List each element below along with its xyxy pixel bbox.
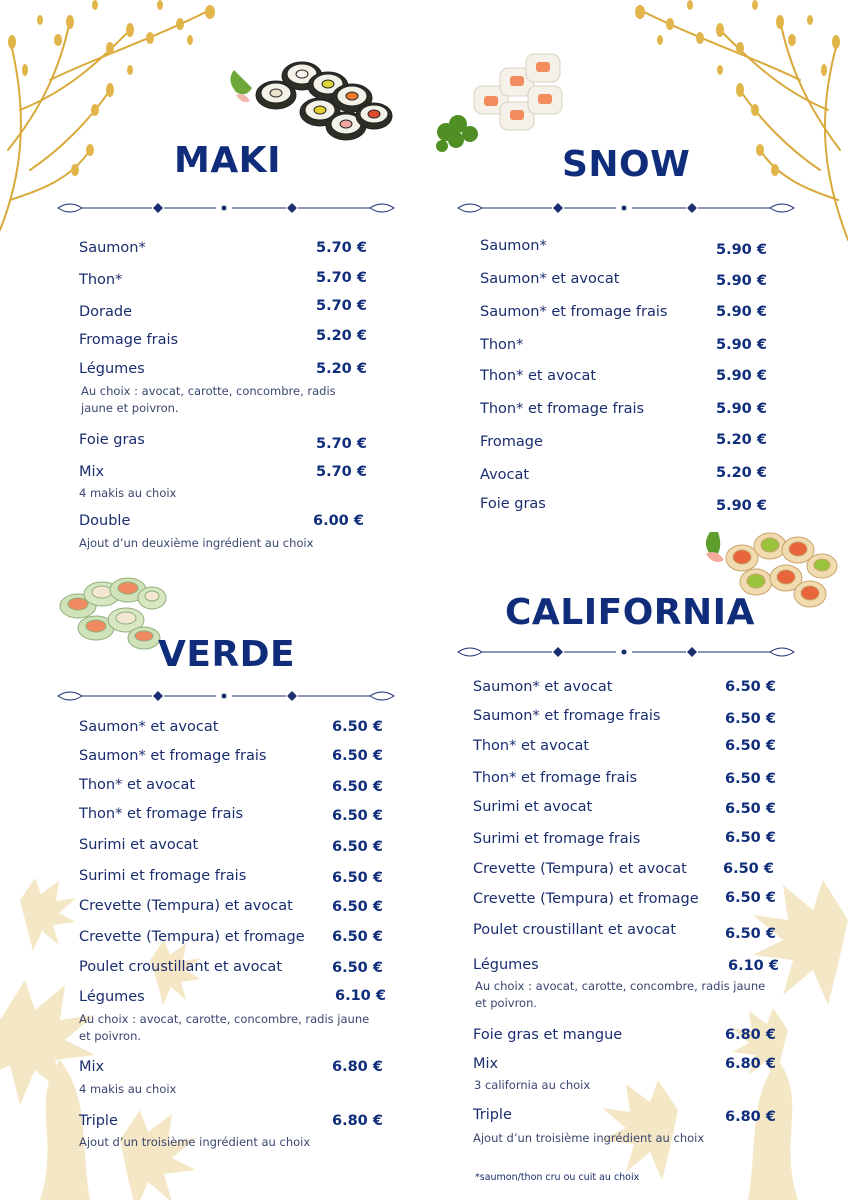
item-description: Au choix : avocat, carotte, concombre, radis jaune et poivron.	[79, 1012, 370, 1043]
item-name: Thon* et fromage frais	[480, 401, 645, 417]
item-description: Ajout d’un deuxième ingrédient au choix	[79, 536, 314, 550]
item-name: Mix	[79, 1059, 105, 1075]
item-name: Thon* et fromage frais	[79, 806, 244, 822]
item-name: Thon* et avocat	[473, 738, 590, 754]
item-name: Thon* et avocat	[480, 368, 597, 384]
section-title-maki: MAKI	[174, 140, 281, 181]
item-name: Saumon*	[79, 240, 146, 256]
item-price: 5.70 €	[316, 270, 367, 286]
item-price: 5.90 €	[716, 368, 767, 384]
item-name: Saumon* et fromage frais	[79, 748, 267, 764]
item-price: 5.70 €	[316, 240, 367, 256]
item-price: 5.90 €	[716, 273, 767, 289]
item-description: Ajout d’un troisième ingrédient au choix	[79, 1135, 311, 1149]
item-name: Saumon* et fromage frais	[473, 708, 661, 724]
item-name: Surimi et fromage frais	[79, 868, 247, 884]
item-name: Dorade	[79, 304, 133, 320]
item-price: 5.90 €	[716, 242, 767, 258]
maki-sushi-image	[224, 40, 396, 144]
item-price: 6.50 €	[332, 960, 383, 976]
item-price: 6.50 €	[725, 711, 776, 727]
item-name: Fromage	[480, 434, 543, 450]
item-price: 6.10 €	[335, 988, 386, 1004]
item-price: 6.50 €	[725, 926, 776, 942]
item-name: Légumes	[79, 989, 145, 1005]
section-title-verde: VERDE	[158, 634, 296, 675]
item-price: 5.20 €	[316, 328, 367, 344]
divider-snow	[456, 198, 796, 218]
item-description: 4 makis au choix	[79, 486, 177, 500]
section-title-california: CALIFORNIA	[505, 592, 755, 633]
item-name: Saumon* et avocat	[473, 679, 613, 695]
item-price: 5.20 €	[716, 465, 767, 481]
item-name: Crevette (Tempura) et fromage	[79, 929, 305, 945]
item-name: Légumes	[79, 361, 145, 377]
section-title-snow: SNOW	[562, 144, 691, 185]
item-price: 6.80 €	[332, 1059, 383, 1075]
item-price: 6.50 €	[332, 779, 383, 795]
footnote: *saumon/thon cru ou cuit au choix	[475, 1172, 640, 1183]
item-name: Légumes	[473, 957, 539, 973]
item-price: 6.50 €	[332, 719, 383, 735]
item-price: 6.50 €	[332, 808, 383, 824]
item-name: Surimi et fromage frais	[473, 831, 641, 847]
item-price: 6.80 €	[725, 1109, 776, 1125]
divider-california	[456, 642, 796, 662]
item-name: Surimi et avocat	[473, 799, 593, 815]
item-description: Ajout d’un troisième ingrédient au choix	[473, 1131, 705, 1145]
item-price: 6.50 €	[725, 890, 776, 906]
item-name: Saumon* et fromage frais	[480, 304, 668, 320]
item-price: 6.50 €	[332, 929, 383, 945]
item-name: Avocat	[480, 467, 530, 483]
item-price: 6.50 €	[332, 839, 383, 855]
item-name: Poulet croustillant et avocat	[79, 959, 282, 975]
floral-bottom-right	[588, 860, 848, 1200]
item-name: Thon*	[480, 337, 524, 353]
item-price: 6.50 €	[725, 830, 776, 846]
item-name: Saumon* et avocat	[79, 719, 219, 735]
item-price: 6.50 €	[725, 679, 776, 695]
item-name: Poulet croustillant et avocat	[473, 922, 676, 938]
item-price: 5.70 €	[316, 436, 367, 452]
item-name: Thon* et fromage frais	[473, 770, 638, 786]
item-name: Crevette (Tempura) et fromage	[473, 891, 699, 907]
verde-sushi-image	[56, 576, 168, 656]
item-name: Crevette (Tempura) et avocat	[79, 898, 293, 914]
item-name: Thon*	[79, 272, 123, 288]
item-name: Double	[79, 513, 131, 529]
item-price: 5.90 €	[716, 304, 767, 320]
item-name: Thon* et avocat	[79, 777, 196, 793]
item-price: 5.20 €	[716, 432, 767, 448]
item-description: Au choix : avocat, carotte, concombre, radis jaune et poivron.	[475, 979, 766, 1010]
item-name: Triple	[473, 1107, 512, 1123]
item-name: Triple	[79, 1113, 118, 1129]
item-name: Saumon* et avocat	[480, 271, 620, 287]
item-price: 6.50 €	[723, 861, 774, 877]
divider-verde	[56, 686, 396, 706]
item-price: 6.10 €	[728, 958, 779, 974]
item-name: Foie gras et mangue	[473, 1027, 623, 1043]
item-description: 3 california au choix	[474, 1078, 591, 1092]
item-name: Saumon*	[480, 238, 547, 254]
item-price: 5.90 €	[716, 337, 767, 353]
item-price: 6.50 €	[725, 771, 776, 787]
item-description: 4 makis au choix	[79, 1082, 177, 1096]
divider-maki	[56, 198, 396, 218]
item-price: 5.70 €	[316, 464, 367, 480]
item-price: 5.20 €	[316, 361, 367, 377]
item-name: Mix	[79, 464, 105, 480]
item-price: 5.90 €	[716, 401, 767, 417]
item-price: 6.50 €	[332, 748, 383, 764]
item-price: 6.50 €	[332, 870, 383, 886]
item-price: 6.80 €	[725, 1027, 776, 1043]
item-name: Foie gras	[480, 496, 546, 512]
item-price: 6.50 €	[725, 738, 776, 754]
snow-sushi-image	[430, 46, 580, 158]
item-name: Mix	[473, 1056, 499, 1072]
item-price: 6.00 €	[313, 513, 364, 529]
item-name: Surimi et avocat	[79, 837, 199, 853]
item-price: 6.80 €	[332, 1113, 383, 1129]
item-price: 6.50 €	[725, 801, 776, 817]
item-name: Fromage frais	[79, 332, 179, 348]
item-price: 5.70 €	[316, 298, 367, 314]
item-description: Au choix : avocat, carotte, concombre, radis jaune et poivron.	[81, 384, 336, 415]
item-name: Crevette (Tempura) et avocat	[473, 861, 687, 877]
item-price: 6.80 €	[725, 1056, 776, 1072]
item-price: 5.90 €	[716, 498, 767, 514]
item-name: Foie gras	[79, 432, 145, 448]
item-price: 6.50 €	[332, 899, 383, 915]
